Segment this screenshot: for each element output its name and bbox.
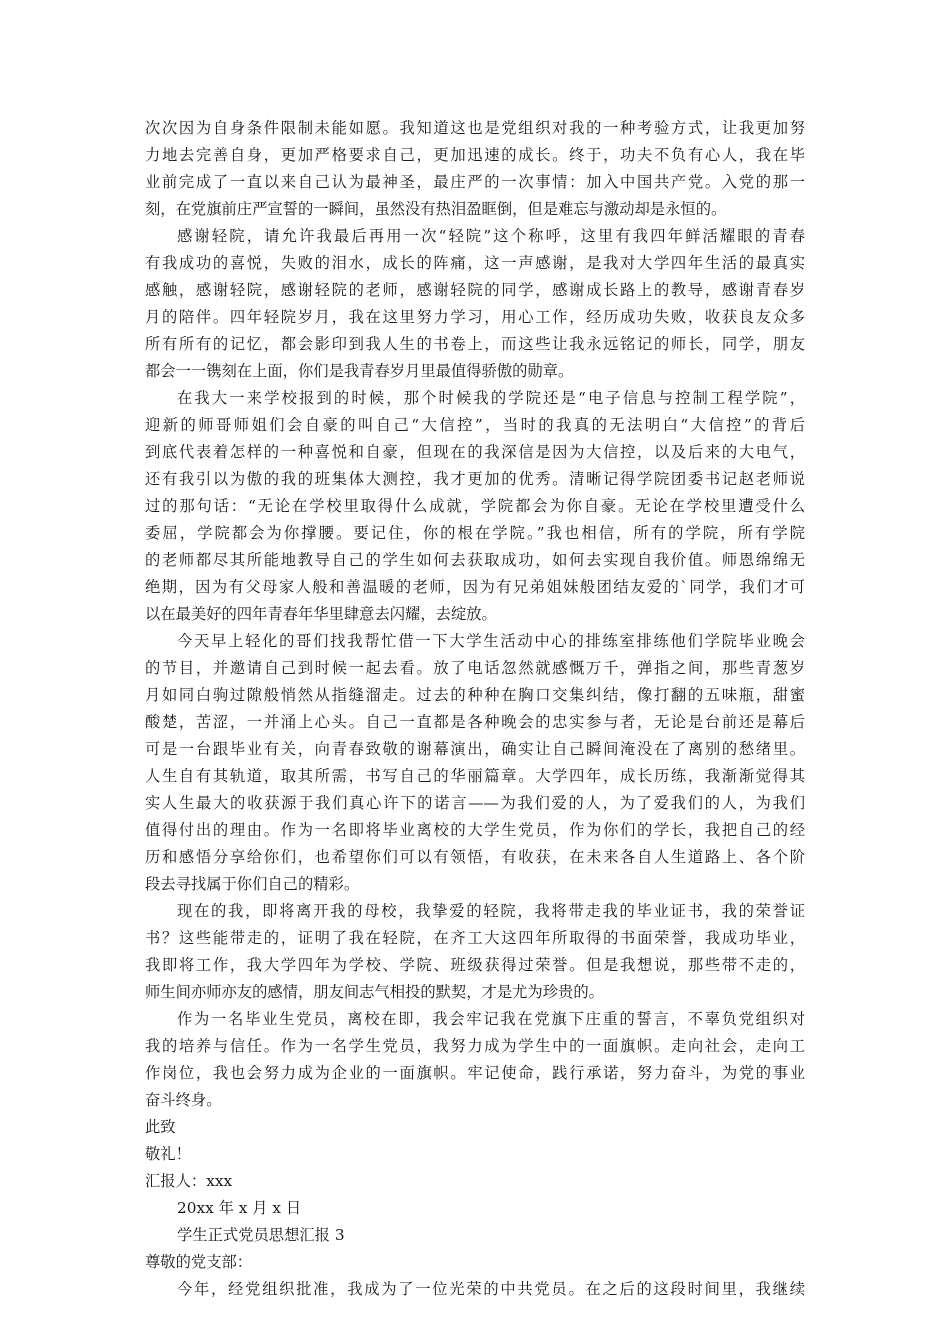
text-line: 委屈，学院都会为你撑腰。要记住，你的根在学院。”我也相信，所有的学院，所有学院 — [145, 524, 805, 542]
text-line: 师生间亦师亦友的感情，朋友间志气相投的默契，才是尤为珍贵的。 — [145, 983, 604, 1001]
text-line: 作为一名毕业生党员，离校在即，我会牢记我在党旗下庄重的誓言，不辜负党组织对 — [177, 1010, 805, 1028]
text-line: 历和感悟分享给你们，也希望你们可以有领悟，有收获，在未来各自人生道路上、各个阶 — [145, 848, 805, 866]
text-line: 的节目，并邀请自己到时候一起去看。放了电话忽然就感慨万千，弹指之间，那些青葱岁 — [145, 659, 805, 677]
text-line: 现在的我，即将离开我的母校，我挚爱的轻院，我将带走我的毕业证书，我的荣誉证 — [177, 902, 805, 920]
text-line: 都会一一镌刻在上面，你们是我青春岁月里最值得骄傲的勋章。 — [145, 362, 574, 380]
text-line: 的老师都尽其所能地教导自己的学生如何去获取成功，如何去实现自我价值。师恩绵绵无 — [145, 551, 805, 569]
text-line: 实人生最大的收获源于我们真心许下的诺言——为我们爱的人，为了爱我们的人，为我们 — [145, 794, 805, 812]
text-line: 刻，在党旗前庄严宣誓的一瞬间，虽然没有热泪盈眶倒，但是难忘与激动却是永恒的。 — [145, 200, 727, 218]
text-line: 绝期，因为有父母家人般和善温暖的老师，因为有兄弟姐妹般团结友爱的`同学，我们才可 — [145, 578, 805, 596]
text-line: 业前完成了一直以来自己认为最神圣，最庄严的一次事情：加入中国共产党。入党的那一 — [145, 173, 805, 191]
text-line: 值得付出的理由。作为一名即将毕业离校的大学生党员，作为你们的学长，我把自己的经 — [145, 821, 805, 839]
text-line: 奋斗终身。 — [145, 1091, 222, 1109]
text-line: 人生自有其轨道，取其所需，书写自己的华丽篇章。大学四年，成长历练，我渐渐觉得其 — [145, 767, 805, 785]
text-line: 以在最美好的四年青春年华里肆意去闪耀，去绽放。 — [145, 605, 497, 623]
text-line: 次次因为自身条件限制未能如愿。我知道这也是党组织对我的一种考验方式，让我更加努 — [145, 119, 805, 137]
reporter-name: 汇报人：xxx — [145, 1172, 233, 1190]
text-line: 到底代表着怎样的一种喜悦和自豪，但现在的我深信是因为大信控，以及后来的大电气， — [145, 443, 805, 461]
text-line: 过的那句话：“无论在学校里取得什么成就，学院都会为你自豪。无论在学校里遭受什么 — [145, 497, 805, 515]
section-title: 学生正式党员思想汇报 3 — [177, 1226, 345, 1244]
text-line: 迎新的师哥师姐们会自豪的叫自己“大信控”，当时的我真的无法明白“大信控”的背后 — [145, 416, 805, 434]
text-line: 所有所有的记忆，都会影印到我人生的书卷上，而这些让我永远铭记的师长，同学，朋友 — [145, 335, 805, 353]
text-line: 书？这些能带走的，证明了我在轻院，在齐工大这四年所取得的书面荣誉，我成功毕业， — [145, 929, 805, 947]
text-line: 酸楚，苦涩，一并涌上心头。自己一直都是各种晚会的忠实参与者，无论是台前还是幕后 — [145, 713, 805, 731]
closing-regards: 敬礼！ — [145, 1145, 191, 1163]
text-line: 月如同白驹过隙般悄然从指缝溜走。过去的种种在胸口交集纠结，像打翻的五味瓶，甜蜜 — [145, 686, 805, 704]
text-line: 还有我引以为傲的我的班集体大测控，我才更加的优秀。清晰记得学院团委书记赵老师说 — [145, 470, 805, 488]
report-date: 20xx 年 x 月 x 日 — [177, 1199, 302, 1217]
text-line: 力地去完善自身，更加严格要求自己，更加迅速的成长。终于，功夫不负有心人，我在毕 — [145, 146, 805, 164]
text-line: 段去寻找属于你们自己的精彩。 — [145, 875, 360, 893]
text-line: 感触，感谢轻院，感谢轻院的老师，感谢轻院的同学，感谢成长路上的教导，感谢青春岁 — [145, 281, 805, 299]
text-line: 今天早上轻化的哥们找我帮忙借一下大学生活动中心的排练室排练他们学院毕业晚会 — [177, 632, 805, 650]
text-line: 今年，经党组织批准，我成为了一位光荣的中共党员。在之后的这段时间里，我继续 — [177, 1280, 805, 1298]
text-line: 在我大一来学校报到的时候，那个时候我的学院还是“电子信息与控制工程学院”， — [177, 389, 805, 407]
text-line: 有我成功的喜悦，失败的泪水，成长的阵痛，这一声感谢，是我对大学四年生活的最真实 — [145, 254, 805, 272]
text-line: 作岗位，我也会努力成为企业的一面旗帜。牢记使命，践行承诺，努力奋斗，为党的事业 — [145, 1064, 805, 1082]
text-line: 月的陪伴。四年轻院岁月，我在这里努力学习，用心工作，经历成功失败，收获良友众多 — [145, 308, 805, 326]
text-line: 可是一台跟毕业有关，向青春致敬的谢幕演出，确实让自己瞬间淹没在了离别的愁绪里。 — [145, 740, 805, 758]
closing-salutation: 此致 — [145, 1118, 176, 1136]
addressee: 尊敬的党支部： — [145, 1253, 253, 1271]
text-line: 感谢轻院，请允许我最后再用一次“轻院”这个称呼，这里有我四年鲜活耀眼的青春 — [177, 227, 805, 245]
text-line: 我的培养与信任。作为一名学生党员，我努力成为学生中的一面旗帜。走向社会，走向工 — [145, 1037, 805, 1055]
text-line: 我即将工作，我大学四年为学校、学院、班级获得过荣誉。但是我想说，那些带不走的， — [145, 956, 805, 974]
